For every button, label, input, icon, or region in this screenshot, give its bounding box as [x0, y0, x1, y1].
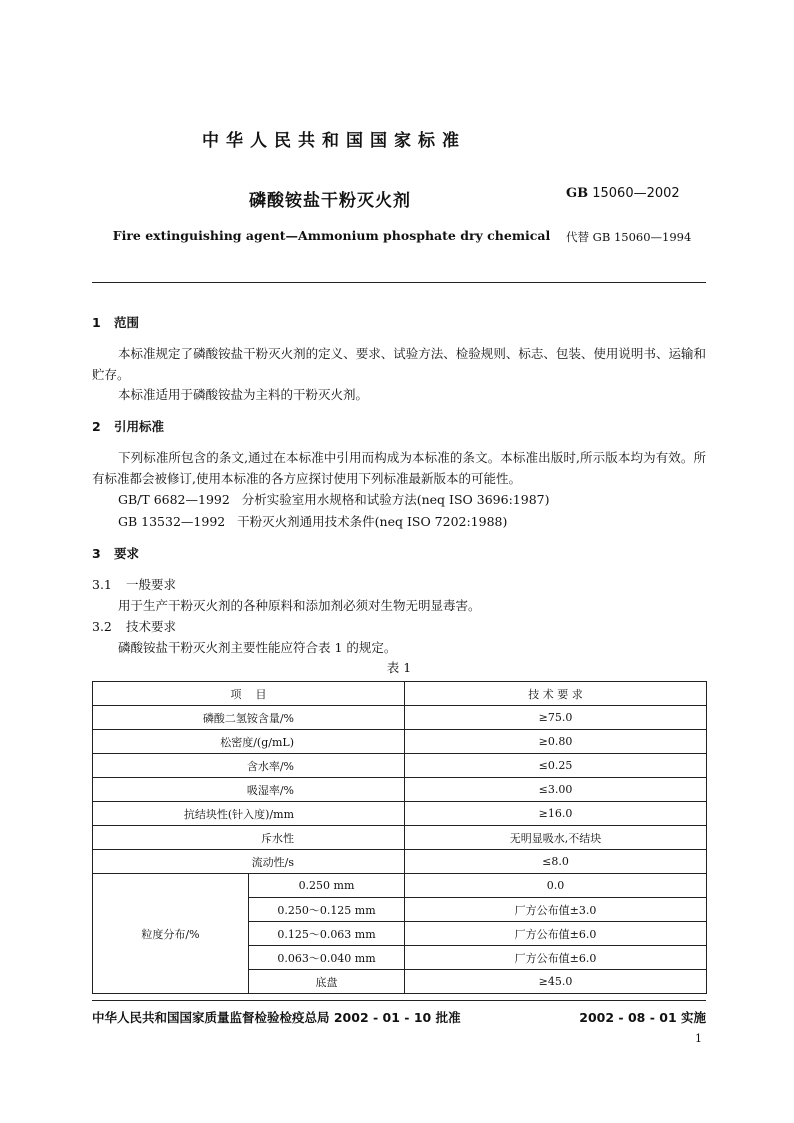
section-number: 3: [92, 546, 101, 561]
section-title: 引用标准: [114, 419, 165, 434]
standard-code: 15060—2002: [592, 186, 680, 201]
row-requirement: ≤0.25: [405, 754, 707, 778]
section-1-paragraph-1: 本标准规定了磷酸铵盐干粉灭火剂的定义、要求、试验方法、检验规则、标志、包装、使用说明书、运输和贮存。: [92, 346, 706, 382]
footer-divider: [92, 1000, 706, 1001]
section-title: 要求: [114, 546, 140, 561]
row-item: 流动性/s: [93, 850, 405, 874]
row-requirement: ≤8.0: [405, 850, 707, 874]
subsection-3-2-heading: [92, 617, 176, 635]
table-header-row: [93, 682, 707, 706]
table-caption: 表 1: [386, 660, 412, 675]
standard-prefix: GB: [566, 186, 589, 201]
table-row: [93, 778, 707, 802]
national-standard-title: 中华人民共和国国家标准: [202, 131, 466, 151]
section-title: 范围: [114, 315, 140, 330]
section-1-heading: [92, 313, 139, 331]
particle-distribution-label: 粒度分布/%: [93, 874, 249, 994]
row-requirement: 厂方公布值±6.0: [405, 922, 707, 946]
table-row: [93, 754, 707, 778]
document-title-en: Fire extinguishing agent—Ammonium phosphate dry chemical: [112, 228, 551, 243]
header-item: 项 目: [93, 682, 405, 706]
section-3-heading: [92, 544, 139, 562]
row-requirement: 厂方公布值±6.0: [405, 946, 707, 970]
subsection-title: 技术要求: [126, 619, 177, 634]
subsection-3-1-heading: [92, 575, 176, 593]
document-title-cn: 磷酸铵盐干粉灭火剂: [249, 191, 411, 211]
particle-size: 0.250～0.125 mm: [249, 898, 405, 922]
table-row: [93, 826, 707, 850]
subsection-number: 3.2: [92, 619, 112, 634]
standard-number: [566, 186, 680, 201]
table-row: [93, 802, 707, 826]
section-2-heading: [92, 417, 164, 435]
reference-item: GB 13532—1992 干粉灭火剂通用技术条件(neq ISO 7202:1988): [118, 514, 508, 529]
row-requirement: ≥75.0: [405, 706, 707, 730]
particle-size: 0.125～0.063 mm: [249, 922, 405, 946]
row-requirement: 无明显吸水,不结块: [405, 826, 707, 850]
row-requirement: ≥45.0: [405, 970, 707, 994]
row-requirement: 0.0: [405, 874, 707, 898]
section-1-paragraph-2: 本标准适用于磷酸铵盐为主料的干粉灭火剂。: [118, 387, 369, 402]
header-requirement: 技 术 要 求: [405, 682, 707, 706]
section-2-paragraph-1: 下列标准所包含的条文,通过在本标准中引用而构成为本标准的条文。本标准出版时,所示版本均为有效。所有标准都会被修订,使用本标准的各方应探讨使用下列标准最新版本的可能性。: [92, 450, 706, 486]
subsection-number: 3.1: [92, 577, 112, 592]
effective-date: 2002 - 08 - 01 实施: [579, 1010, 706, 1025]
particle-size: 0.063～0.040 mm: [249, 946, 405, 970]
row-item: 吸湿率/%: [93, 778, 405, 802]
row-item: 松密度/(g/mL): [93, 730, 405, 754]
row-requirement: 厂方公布值±3.0: [405, 898, 707, 922]
particle-size: 0.250 mm: [249, 874, 405, 898]
subsection-3-1-text: 用于生产干粉灭火剂的各种原料和添加剂必须对生物无明显毒害。: [118, 598, 481, 613]
section-number: 1: [92, 315, 101, 330]
table-row: [93, 706, 707, 730]
row-requirement: ≥16.0: [405, 802, 707, 826]
table-row: [93, 874, 707, 898]
replaces-standard: 代替 GB 15060—1994: [566, 230, 692, 244]
header-divider: [92, 282, 706, 283]
row-item: 斥水性: [93, 826, 405, 850]
row-item: 含水率/%: [93, 754, 405, 778]
section-number: 2: [92, 419, 101, 434]
subsection-title: 一般要求: [126, 577, 177, 592]
row-item: 抗结块性(针入度)/mm: [93, 802, 405, 826]
specification-table: [92, 681, 707, 994]
particle-size: 底盘: [249, 970, 405, 994]
page-number: 1: [695, 1032, 702, 1045]
table-row: [93, 850, 707, 874]
subsection-3-2-text: 磷酸铵盐干粉灭火剂主要性能应符合表 1 的规定。: [118, 640, 397, 655]
row-requirement: ≥0.80: [405, 730, 707, 754]
row-requirement: ≤3.00: [405, 778, 707, 802]
table-row: [93, 730, 707, 754]
row-item: 磷酸二氢铵含量/%: [93, 706, 405, 730]
approval-line: 中华人民共和国国家质量监督检验检疫总局 2002 - 01 - 10 批准: [92, 1010, 461, 1025]
reference-item: GB/T 6682—1992 分析实验室用水规格和试验方法(neq ISO 3696:1987): [118, 492, 550, 507]
